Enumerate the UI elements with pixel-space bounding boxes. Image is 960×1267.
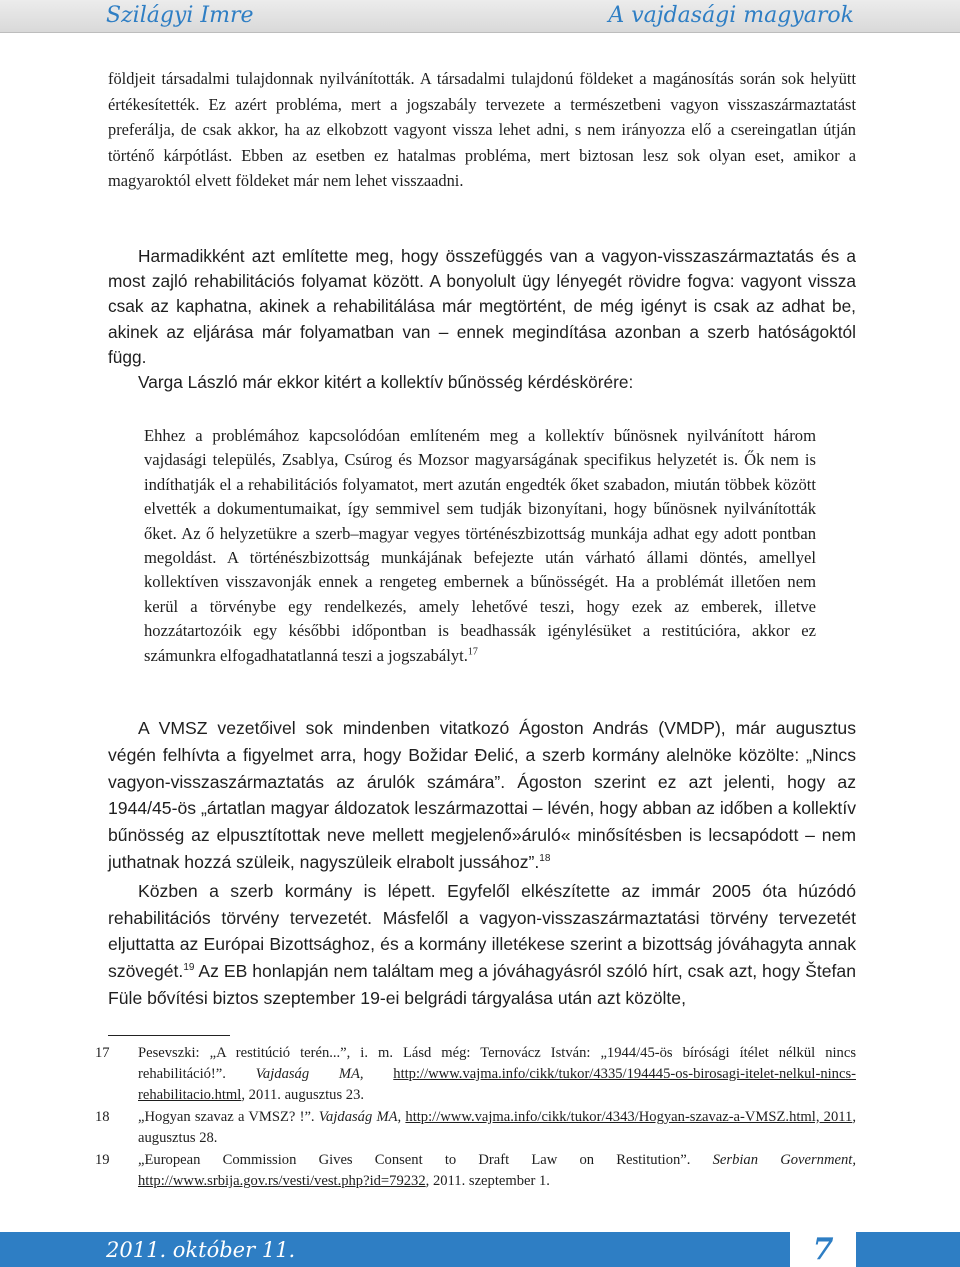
paragraph-4-text [108, 715, 856, 876]
footnotes [95, 1043, 856, 1193]
paragraph-5-text [108, 878, 856, 1012]
footnote-source: Vajdaság MA, [318, 1109, 402, 1125]
footnote-source: Vajdaság MA, [255, 1066, 364, 1082]
footnote-link[interactable]: http://www.vajma.info/cikk/tukor/4335/194445-os-birosagi-itelet-nelkul-nincs-rehabilitacio.html [138, 1066, 856, 1103]
footnote-ref-18[interactable]: 18 [539, 853, 551, 865]
footnote-number: 19 [95, 1152, 110, 1168]
footnote-item [95, 1107, 856, 1149]
header-author: Szilágyi Imre [106, 3, 254, 28]
footnote-number: 18 [95, 1109, 110, 1125]
page-number: 7 [790, 1232, 856, 1267]
running-header [0, 0, 960, 33]
footnote-date: , 2011. szeptember 1. [425, 1173, 550, 1189]
paragraph-1 [108, 66, 856, 194]
paragraph-4 [108, 715, 856, 1012]
footnote-text: „Hogyan szavaz a VMSZ? !”. [138, 1109, 319, 1125]
footnote-text: Pesevszki: „A restitúció terén...”, i. m. Lásd még: Ternovácz István: „1944/45-ös bírósági ítélet nélkül nincs rehabilitáció!”. [138, 1045, 856, 1082]
footnote-ref-19[interactable]: 19 [183, 962, 195, 974]
footnote-ref-17[interactable]: 17 [467, 646, 478, 658]
footnote-text: „European Commission Gives Consent to Draft Law on Restitution”. [138, 1152, 713, 1168]
paragraph-2-text: Harmadikként azt említette meg, hogy összefüggés van a vagyon-visszaszármaztatás és a most zajló rehabilitációs folyamat között. A bonyolult ügy lényegét rövidre fogva: vagyont vissza csak az kaphatna, akinek a rehabilitálása már megtörtént, de még igényt is csak az adhat be, akinek az eljárása már folyamatban van – ennek megindítása azonban a szerb hatóságoktól függ. [108, 246, 856, 367]
paragraph-4-body: A VMSZ vezetőivel sok mindenben vitatkozó Ágoston András (VMDP), már augusztus végén felhívta a figyelmet arra, hogy Božidar Đelić, a szerb kormány alelnöke közölte: „Nincs vagyon-visszaszármaztatás az árulók számára”. Ágoston szerint ez azt jelenti, hogy az 1944/45-ös „ártatlan magyar áldozatok leszármazottai – lévén, hogy abban az időben a kollektív bűnösség az elpusztítottak neve mellett megjelenő»áruló« minősítésben is lecsapódott – nem juthatnak hozzá szüleik, nagyszüleik elrabolt jussához”. [108, 718, 856, 872]
footnote-source: Serbian Government, [712, 1152, 856, 1168]
footnote-divider [108, 1035, 230, 1036]
footnote-item [95, 1150, 856, 1192]
footnote-date: , augusztus 28. [138, 1109, 856, 1146]
footnote-link[interactable]: http://www.srbija.gov.rs/vesti/vest.php?id=79232 [138, 1173, 426, 1189]
block-quote [144, 424, 816, 668]
footnote-date: , 2011. augusztus 23. [241, 1087, 365, 1103]
footnote-link[interactable]: http://www.vajma.info/cikk/tukor/4343/Hogyan-szavaz-a-VMSZ.html, 2011 [405, 1109, 853, 1125]
paragraph-2 [108, 244, 856, 395]
paragraph-1-text: földjeit társadalmi tulajdonnak nyilvánították. A társadalmi tulajdonú földeket a magánosítás során sok helyütt értékesítették. Ez azért probléma, mert a jogszabály tervezete a természetbeni vagyon visszaszármaztatást preferálja, de csak akkor, ha az elkobzott vagyont vissza lehet adni, s nem irányozza elő a csereingatlan útján történő kárpótlást. Ebben az esetben ez hatalmas probléma, mert biztosan lesz sok olyan eset, amikor a magyaroktól elvett földeket már nem lehet visszaadni. [108, 69, 856, 190]
footnote-item [95, 1043, 856, 1106]
footer-date: 2011. október 11. [106, 1238, 296, 1262]
header-title: A vajdasági magyarok [608, 3, 854, 28]
paragraph-5-body-a: Közben a szerb kormány is lépett. Egyfelől elkészítette az immár 2005 óta húzódó rehabilitációs törvény tervezetét. Másfelől a vagyon-visszaszármaztatási törvény tervezetét eljuttatta az Európai Bizottsághoz, és a kormány illetékese szerint a bizottság jóváhagyta annak szövegét. [108, 880, 856, 982]
footnote-number: 17 [95, 1045, 110, 1061]
block-quote-text [144, 424, 816, 668]
block-quote-body: Ehhez a problémához kapcsolódóan említeném meg a kollektív bűnösnek nyilvánított három vajdasági település, Zsablya, Csúrog és Mozsor magyarságának specifikus helyzetét is. Ők nem is indíthatják el a rehabilitációs folyamatot, mert azután engedték őket szabadon, miután többek között elvették a dokumentumaikat, így semmivel sem tudják bizonyítani, hogy bűnösnek nyilvánították őket. Az ő helyzetükre a szerb–magyar vegyes történészbizottság munkája adhat egy adott pontban megoldást. A történészbizottság munkájának befejezte után várható állami döntés, amellyel kollektíven visszavonják ennek a rengeteg embernek a bűnösségét. Ha a problémát illetően nem kerül a törvénybe egy rendelkezés, amely lehetővé teszi, hogy ezek az emberek, illetve hozzátartozóik egy későbbi időpontban is beadhassák igénylésüket a restitúcióra, akkor ez számunkra elfogadhatatlanná teszi a jogszabályt. [144, 426, 816, 665]
paragraph-3-text: Varga László már ekkor kitért a kollektív bűnösség kérdéskörére: [138, 372, 634, 393]
paragraph-5-body-b: Az EB honlapján nem találtam meg a jóváhagyásról szóló hírt, csak azt, hogy Štefan Füle bővítési biztos szeptember 19-ei belgrádi tárgyalása után azt közölte, [108, 961, 856, 1008]
page-footer [0, 1232, 960, 1267]
